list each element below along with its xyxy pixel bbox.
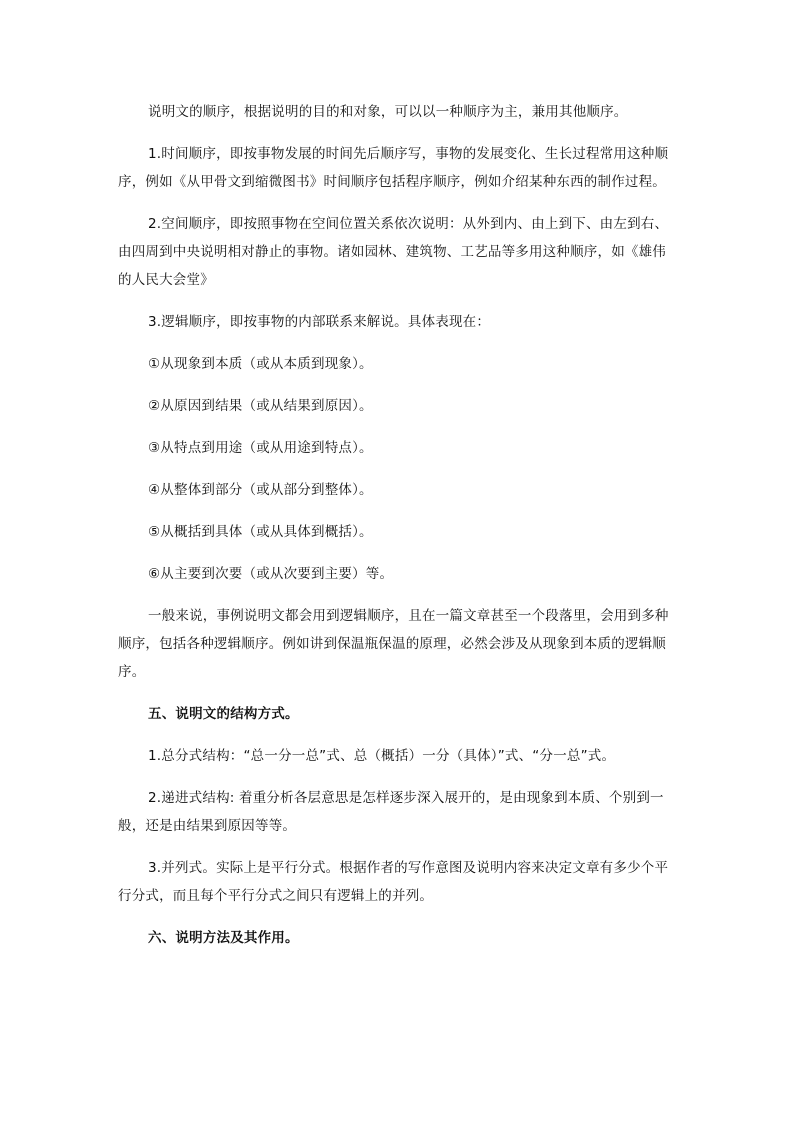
section-heading-methods: 六、说明方法及其作用。: [148, 930, 299, 946]
paragraph-structure-total: 1.总分式结构：“总一分一总”式、总（概括）一分（具体）”式、“分一总”式。: [148, 748, 616, 764]
list-item: ⑥从主要到次要（或从次要到主要）等。: [148, 566, 394, 582]
document-body: [118, 98, 678, 966]
paragraph-logic-summary: 一般来说，事例说明文都会用到逻辑顺序，且在一篇文章甚至一个段落里，会用到多种顺序，包括各种逻辑顺序。例如讲到保温瓶保温的原理，必然会涉及从现象到本质的逻辑顺序。: [118, 608, 669, 680]
paragraph-space-order: 2.空间顺序，即按照事物在空间位置关系依次说明：从外到内、由上到下、由左到右、由四周到中央说明相对静止的事物。诸如园林、建筑物、工艺品等多用这种顺序，如《雄伟的人民大会堂》: [118, 216, 669, 288]
paragraph-logic-order: 3.逻辑顺序，即按事物的内部联系来解说。具体表现在：: [148, 314, 491, 330]
section-heading-structure: 五、说明文的结构方式。: [148, 706, 299, 722]
list-item: ⑤从概括到具体（或从具体到概括）。: [148, 524, 373, 540]
paragraph-intro-order: 说明文的顺序，根据说明的目的和对象，可以以一种顺序为主，兼用其他顺序。: [148, 104, 628, 120]
list-item: ③从特点到用途（或从用途到特点）。: [148, 440, 373, 456]
list-item: ②从原因到结果（或从结果到原因）。: [148, 398, 373, 414]
paragraph-structure-parallel: 3.并列式。实际上是平行分式。根据作者的写作意图及说明内容来决定文章有多少个平行分式，而且每个平行分式之间只有逻辑上的并列。: [118, 860, 669, 904]
paragraph-structure-progressive: 2.递进式结构: 着重分析各层意思是怎样逐步深入展开的，是由现象到本质、个别到一般，还是由结果到原因等等。: [118, 790, 664, 834]
paragraph-time-order: 1.时间顺序，即按事物发展的时间先后顺序写，事物的发展变化、生长过程常用这种顺序，例如《从甲骨文到缩微图书》时间顺序包括程序顺序，例如介绍某种东西的制作过程。: [118, 146, 669, 190]
list-item: ④从整体到部分（或从部分到整体）。: [148, 482, 373, 498]
list-item: ①从现象到本质（或从本质到现象）。: [148, 356, 373, 372]
